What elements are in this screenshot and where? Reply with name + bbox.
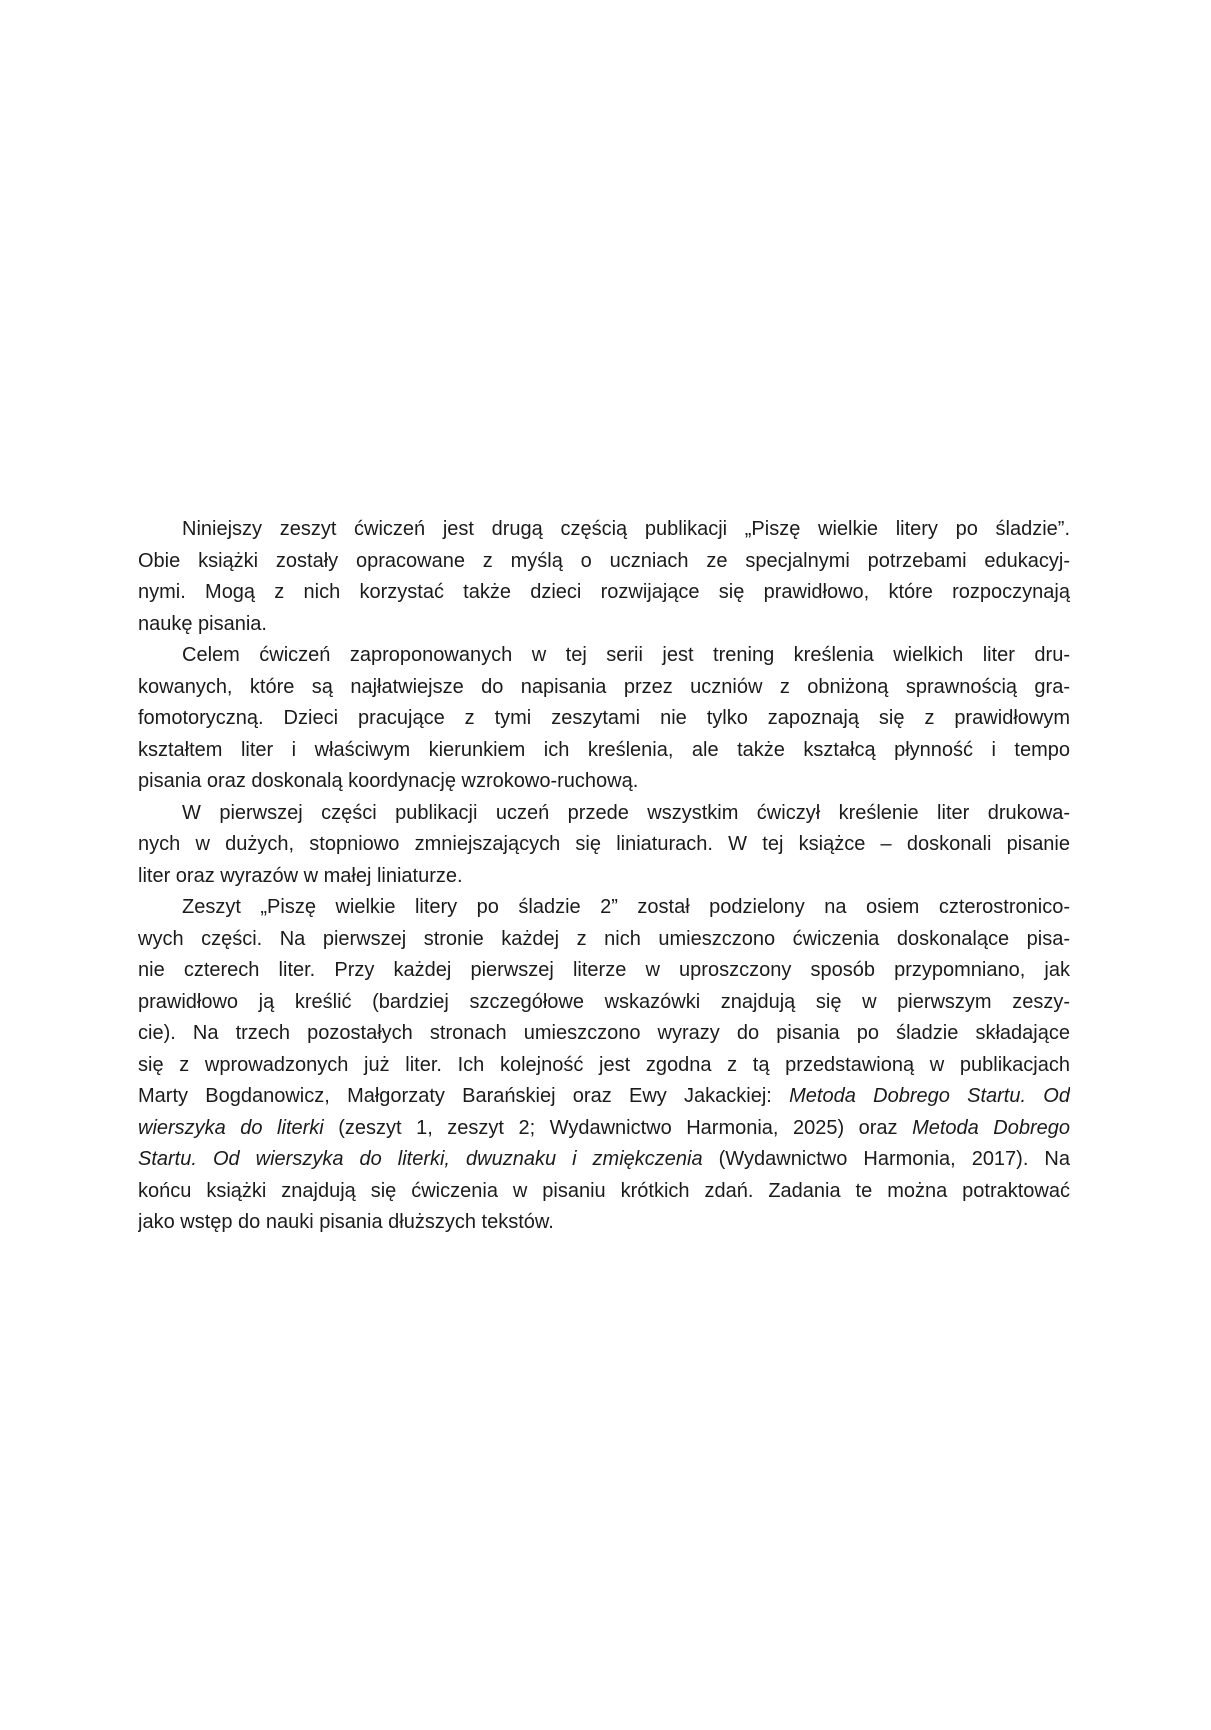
text-line — [138, 703, 1070, 735]
text-line — [138, 735, 1070, 767]
text-segment: jako wstęp do nauki pisania dłuższych tekstów. — [138, 1211, 554, 1233]
text-segment-italic: Metoda Dobrego — [912, 1116, 1070, 1139]
text-line — [138, 955, 1070, 987]
text-segment: (Wydawnictwo Harmonia, 2017). Na — [702, 1148, 1070, 1170]
text-segment-italic: Startu. Od wierszyka do literki, dwuznaku i zmiękczenia — [138, 1148, 703, 1170]
text-line — [138, 514, 1070, 546]
body-text — [138, 514, 1070, 1239]
text-segment: Zeszyt „Piszę wielkie litery po śladzie 2” został podzielony na osiem czterostronico- — [182, 896, 1070, 918]
text-segment: nymi. Mogą z nich korzystać także dzieci rozwijające się prawidłowo, które rozpoczynają — [138, 581, 1070, 603]
text-line — [138, 1144, 1070, 1176]
text-line — [138, 987, 1070, 1019]
text-segment: końcu książki znajdują się ćwiczenia w pisaniu krótkich zdań. Zadania te można potraktować — [138, 1179, 1070, 1202]
text-segment: cie). Na trzech pozostałych stronach umieszczono wyrazy do pisania po śladzie składające — [138, 1022, 1070, 1044]
text-segment: fomotoryczną. Dzieci pracujące z tymi zeszytami nie tylko zapoznają się z prawidłowym — [138, 707, 1070, 729]
text-segment: Niniejszy zeszyt ćwiczeń jest drugą częścią publikacji „Piszę wielkie litery po śladzie”. — [182, 518, 1070, 540]
text-line — [138, 609, 1070, 641]
text-segment: nie czterech liter. Przy każdej pierwszej literze w uproszczony sposób przypomniano, jak — [138, 959, 1070, 981]
text-line — [138, 829, 1070, 861]
text-segment: Celem ćwiczeń zaproponowanych w tej serii jest trening kreślenia wielkich liter dru- — [182, 644, 1070, 666]
text-segment: Obie książki zostały opracowane z myślą o uczniach ze specjalnymi potrzebami edukacyj- — [138, 549, 1070, 572]
text-segment: się z wprowadzonych już liter. Ich kolejność jest zgodna z tą przedstawioną w publikacjach — [138, 1053, 1070, 1076]
text-segment: pisania oraz doskonalą koordynację wzrokowo-ruchową. — [138, 770, 639, 792]
text-line — [138, 766, 1070, 798]
text-segment: W pierwszej części publikacji uczeń przede wszystkim ćwiczył kreślenie liter drukowa- — [182, 801, 1070, 824]
text-line — [138, 1207, 1070, 1239]
text-line — [138, 861, 1070, 893]
text-line — [138, 1018, 1070, 1050]
text-line — [138, 1050, 1070, 1082]
text-segment: Marty Bogdanowicz, Małgorzaty Barańskiej oraz Ewy Jakackiej: — [138, 1085, 790, 1107]
text-segment: (zeszyt 1, zeszyt 2; Wydawnictwo Harmonia, 2025) oraz — [323, 1116, 913, 1139]
text-segment-italic: Metoda Dobrego Startu. Od — [789, 1085, 1070, 1107]
text-segment: kowanych, które są najłatwiejsze do napisania przez uczniów z obniżoną sprawnością gra- — [138, 675, 1070, 698]
text-segment: prawidłowo ją kreślić (bardziej szczegółowe wskazówki znajdują się w pierwszym zeszy- — [138, 990, 1070, 1013]
text-line — [138, 924, 1070, 956]
text-segment: wych części. Na pierwszej stronie każdej z nich umieszczono ćwiczenia doskonalące pisa- — [138, 927, 1070, 950]
text-segment: liter oraz wyrazów w małej liniaturze. — [138, 864, 463, 887]
text-line — [138, 1176, 1070, 1208]
text-line — [138, 1113, 1070, 1145]
text-segment: naukę pisania. — [138, 612, 267, 635]
text-line — [138, 577, 1070, 609]
text-line — [138, 892, 1070, 924]
text-line — [138, 798, 1070, 830]
text-line — [138, 1081, 1070, 1113]
text-line — [138, 672, 1070, 704]
text-line — [138, 640, 1070, 672]
text-segment-italic: wierszyka do literki — [138, 1116, 324, 1139]
text-segment: kształtem liter i właściwym kierunkiem ich kreślenia, ale także kształcą płynność i tempo — [138, 738, 1070, 761]
text-line — [138, 546, 1070, 578]
text-segment: nych w dużych, stopniowo zmniejszających się liniaturach. W tej książce – doskonali pisanie — [138, 833, 1070, 855]
